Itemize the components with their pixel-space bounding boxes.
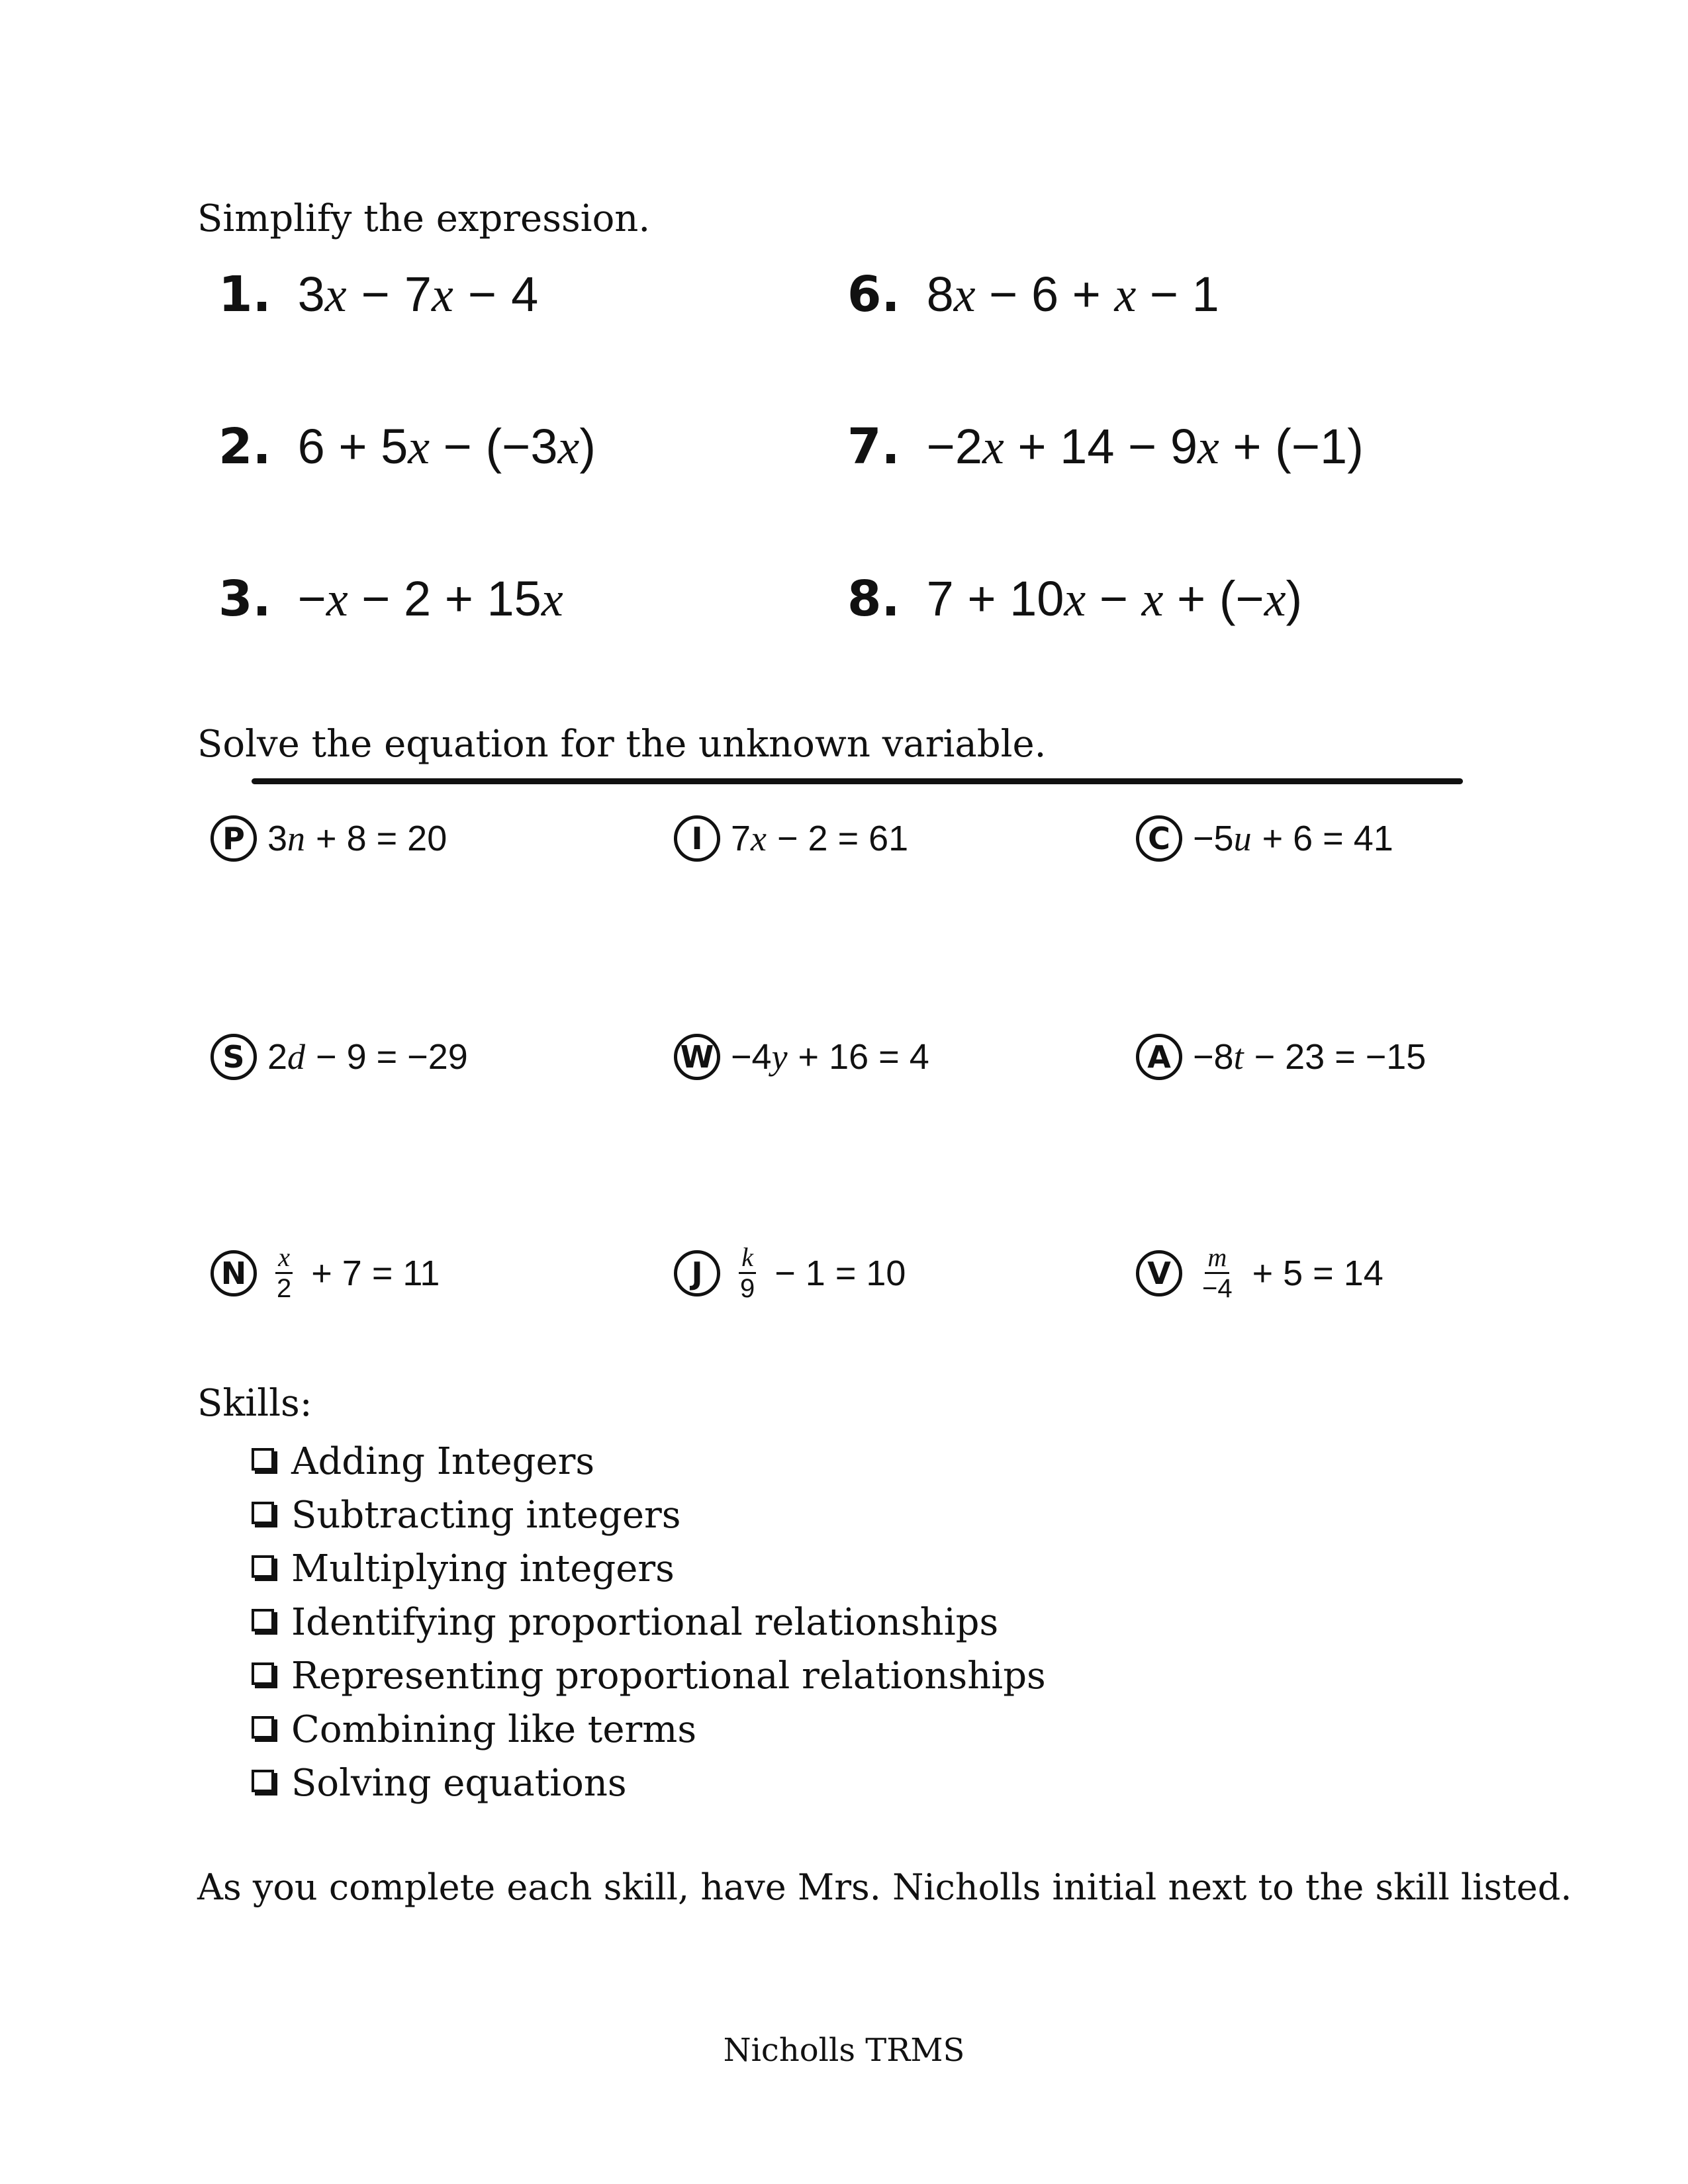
simplify-heading: Simplify the expression. bbox=[197, 197, 651, 240]
solve-heading: Solve the equation for the unknown variable. bbox=[197, 723, 1047, 766]
checkbox-icon[interactable] bbox=[252, 1609, 274, 1631]
skill-item: Combining like terms bbox=[252, 1703, 1046, 1756]
skill-item: Subtracting integers bbox=[252, 1488, 1046, 1542]
problem-7: 7. −2x + 14 − 9x + (−1) bbox=[847, 418, 1364, 475]
instruction-text: As you complete each skill, have Mrs. Nicholls initial next to the skill listed. bbox=[197, 1866, 1572, 1908]
skill-item: Multiplying integers bbox=[252, 1542, 1046, 1596]
checkbox-icon[interactable] bbox=[252, 1502, 274, 1524]
problem-1: 1. 3x − 7x − 4 bbox=[218, 266, 539, 323]
fraction: $\frac{k}{9}$ bbox=[740, 1242, 755, 1303]
skill-item: Solving equations bbox=[252, 1756, 1046, 1810]
circled-letter: C bbox=[1136, 815, 1182, 862]
circled-letter: J bbox=[674, 1250, 720, 1297]
checkbox-icon[interactable] bbox=[252, 1770, 274, 1792]
circled-letter: V bbox=[1136, 1250, 1182, 1297]
skills-heading: Skills: bbox=[197, 1382, 312, 1425]
problem-2: 2. 6 + 5x − (−3x) bbox=[218, 418, 596, 475]
checkbox-icon[interactable] bbox=[252, 1555, 274, 1578]
skill-item: Identifying proportional relationships bbox=[252, 1596, 1046, 1649]
circled-letter: S bbox=[211, 1034, 257, 1080]
problem-8: 8. 7 + 10x − x + (−x) bbox=[847, 570, 1303, 627]
circled-letter: N bbox=[211, 1250, 257, 1297]
equation-N: N $\frac{x}{2}$ + 7 = 11 bbox=[211, 1244, 440, 1302]
skill-item: Representing proportional relationships bbox=[252, 1649, 1046, 1703]
skills-checklist bbox=[252, 1435, 1046, 1810]
equation-A: A −8 t − 23 = −15 bbox=[1136, 1034, 1426, 1080]
circled-letter: P bbox=[211, 815, 257, 862]
fraction: $\frac{m}{-4}$ bbox=[1202, 1242, 1233, 1303]
equation-P: P 3 n + 8 = 20 bbox=[211, 815, 447, 862]
equation-V: V $\frac{m}{-4}$ + 5 = 14 bbox=[1136, 1244, 1383, 1302]
circled-letter: W bbox=[674, 1034, 720, 1080]
problem-6: 6. 8x − 6 + x − 1 bbox=[847, 266, 1219, 323]
checkbox-icon[interactable] bbox=[252, 1716, 274, 1739]
circled-letter: A bbox=[1136, 1034, 1182, 1080]
footer: Nicholls TRMS bbox=[723, 2032, 965, 2069]
checkbox-icon[interactable] bbox=[252, 1662, 274, 1685]
circled-letter: I bbox=[674, 815, 720, 862]
skill-item: Adding Integers bbox=[252, 1435, 1046, 1488]
problem-3: 3. −x − 2 + 15x bbox=[218, 570, 563, 627]
equation-S: S 2 d − 9 = −29 bbox=[211, 1034, 468, 1080]
equation-W: W −4 y + 16 = 4 bbox=[674, 1034, 929, 1080]
equation-J: J $\frac{k}{9}$ − 1 = 10 bbox=[674, 1244, 906, 1302]
heading-rule bbox=[252, 778, 1463, 784]
checkbox-icon[interactable] bbox=[252, 1448, 274, 1471]
equation-I: I 7 x − 2 = 61 bbox=[674, 815, 908, 862]
fraction: $\frac{x}{2}$ bbox=[277, 1242, 292, 1303]
equation-C: C −5 u + 6 = 41 bbox=[1136, 815, 1393, 862]
